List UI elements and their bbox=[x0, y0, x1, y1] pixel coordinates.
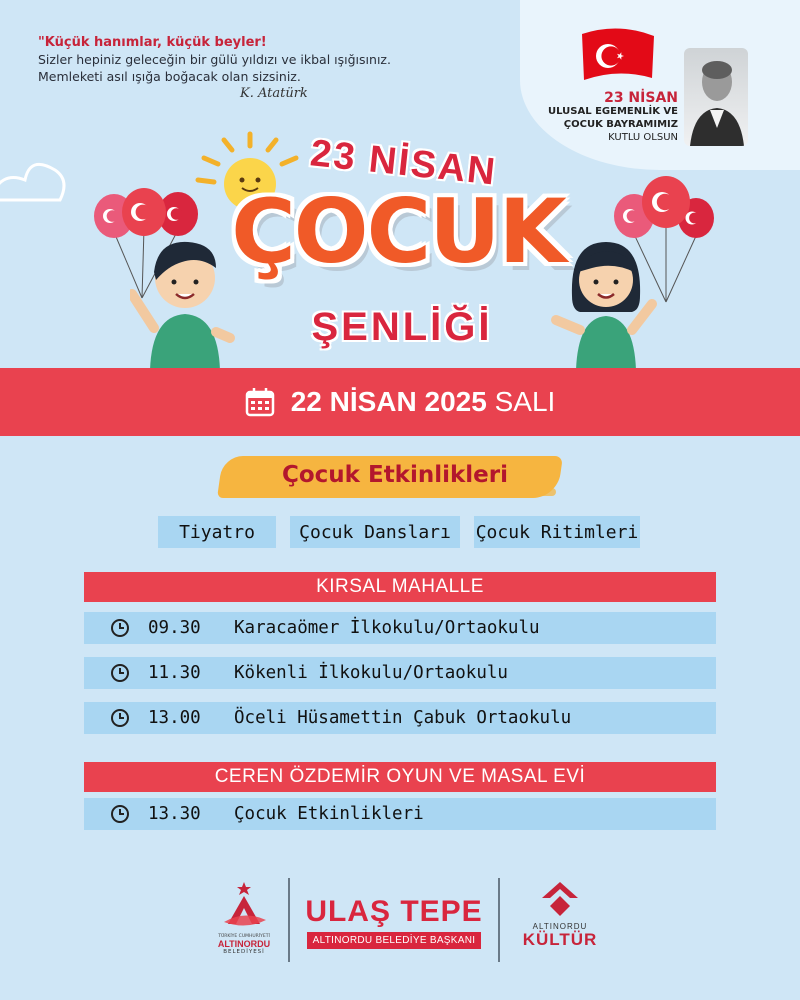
ataturk-signature: K. Atatürk bbox=[240, 86, 308, 101]
culture-name: KÜLTÜR bbox=[522, 930, 598, 949]
municipality-sub: BELEDİYESİ bbox=[223, 949, 265, 955]
holiday-message bbox=[502, 92, 678, 144]
hero-subtitle: ŞENLİĞİ bbox=[311, 305, 493, 349]
schedule-row bbox=[84, 702, 716, 734]
municipality-caption: TÜRKİYE CUMHURİYETİ bbox=[218, 934, 270, 939]
ataturk-portrait bbox=[684, 48, 748, 146]
quote-title: "Küçük hanımlar, küçük beyler! bbox=[38, 35, 267, 50]
cloud-outline-icon bbox=[0, 140, 70, 220]
location-header: CEREN ÖZDEMİR OYUN VE MASAL EVİ bbox=[84, 762, 716, 792]
schedule-time: 13.00 bbox=[148, 708, 201, 728]
event-date: 22 NİSAN 2025 bbox=[290, 386, 487, 417]
schedule-time: 09.30 bbox=[148, 618, 201, 638]
municipality-emblem-icon bbox=[218, 880, 270, 928]
municipality-name: ALTINORDU bbox=[217, 939, 271, 949]
footer-divider bbox=[288, 878, 290, 962]
hero-main-title: ÇOCUK bbox=[231, 180, 565, 283]
activities-heading bbox=[220, 450, 580, 506]
culture-emblem-icon bbox=[538, 880, 582, 918]
culture-logo bbox=[514, 880, 606, 949]
culture-top: ALTINORDU bbox=[532, 922, 588, 931]
location-header: KIRSAL MAHALLE bbox=[84, 572, 716, 602]
event-date-bar bbox=[0, 368, 800, 436]
schedule-row bbox=[84, 798, 716, 830]
activity-item: Çocuk Ritimleri bbox=[474, 516, 640, 548]
schedule-time: 11.30 bbox=[148, 663, 201, 683]
clock-icon bbox=[110, 708, 130, 728]
activity-item: Çocuk Dansları bbox=[290, 516, 460, 548]
girl-illustration bbox=[548, 226, 658, 370]
footer-divider bbox=[498, 878, 500, 962]
hero-date-title: 23 NİSAN bbox=[308, 132, 499, 194]
quote-line-2: Memleketi asıl ışığa boğacak olan sizsiniz. bbox=[38, 69, 301, 84]
clock-icon bbox=[110, 663, 130, 683]
schedule-time: 13.30 bbox=[148, 804, 201, 824]
holiday-line-2: ÇOCUK BAYRAMIMIZ bbox=[563, 119, 678, 130]
ataturk-quote bbox=[38, 34, 458, 85]
mayor-block bbox=[298, 896, 490, 949]
turkish-flag-icon bbox=[578, 24, 658, 86]
holiday-line-1: ULUSAL EGEMENLİK VE bbox=[548, 106, 678, 117]
mayor-role: ALTINORDU BELEDİYE BAŞKANI bbox=[307, 932, 482, 949]
schedule-row bbox=[84, 657, 716, 689]
event-weekday: SALI bbox=[494, 386, 556, 417]
activities-title: Çocuk Etkinlikleri bbox=[281, 462, 509, 488]
boy-illustration bbox=[130, 228, 240, 370]
schedule-place: Karacaömer İlkokulu/Ortaokulu bbox=[234, 618, 540, 638]
municipality-logo bbox=[212, 880, 276, 955]
holiday-line-3: KUTLU OLSUN bbox=[608, 132, 678, 143]
header-cloud bbox=[520, 0, 800, 170]
activity-item: Tiyatro bbox=[158, 516, 276, 548]
brush-stroke bbox=[256, 488, 556, 496]
mayor-name: ULAŞ TEPE bbox=[305, 895, 483, 928]
event-date-text bbox=[291, 386, 556, 418]
schedule-place: Kökenli İlkokulu/Ortaokulu bbox=[234, 663, 508, 683]
quote-line-1: Sizler hepiniz geleceğin bir gülü yıldızı ve ikbal ışığısınız. bbox=[38, 52, 391, 67]
holiday-date: 23 NİSAN bbox=[604, 90, 678, 106]
schedule-row bbox=[84, 612, 716, 644]
clock-icon bbox=[110, 804, 130, 824]
clock-icon bbox=[110, 618, 130, 638]
schedule-place: Öceli Hüsamettin Çabuk Ortaokulu bbox=[234, 708, 572, 728]
calendar-icon bbox=[245, 387, 275, 417]
schedule-place: Çocuk Etkinlikleri bbox=[234, 804, 424, 824]
